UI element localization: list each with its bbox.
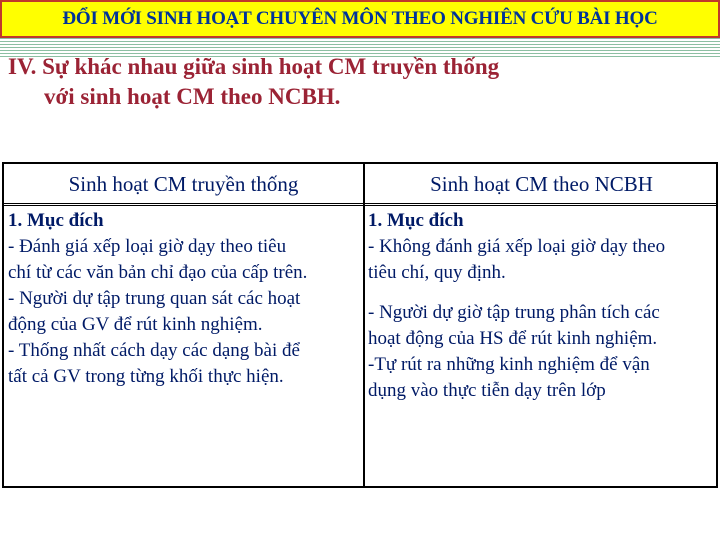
traditional-line: động của GV để rút kinh nghiệm.: [8, 314, 263, 335]
comparison-table: [2, 162, 718, 488]
traditional-line: chí từ các văn bản chỉ đạo của cấp trên.: [8, 262, 308, 283]
ncbh-spacer: [368, 286, 716, 300]
ncbh-line: dụng vào thực tiễn dạy trên lớp: [368, 380, 606, 401]
traditional-line: - Đánh giá xếp loại giờ dạy theo tiêu: [8, 236, 287, 257]
page-title-bar: [0, 0, 720, 38]
ncbh-line: tiêu chí, quy định.: [368, 262, 506, 283]
traditional-line: - Thống nhất cách dạy các dạng bài để: [8, 340, 300, 361]
traditional-line: tất cả GV trong từng khối thực hiện.: [8, 366, 284, 387]
ncbh-line: - Không đánh giá xếp loại giờ dạy theo: [368, 236, 666, 257]
header-traditional: Sinh hoạt CM truyền thống: [68, 171, 299, 196]
ncbh-section-title: 1. Mục đích: [368, 210, 464, 231]
section-heading-line-2: với sinh hoạt CM theo NCBH.: [44, 84, 341, 109]
ncbh-line: -Tự rút ra những kinh nghiệm để vận: [368, 354, 650, 375]
ncbh-line: hoạt động của HS để rút kinh nghiệm.: [368, 328, 658, 349]
traditional-column: [8, 208, 358, 390]
section-heading-line-1: IV. Sự khác nhau giữa sinh hoạt CM truyền thống: [8, 54, 500, 79]
column-divider: [363, 164, 365, 486]
ncbh-column: [368, 208, 716, 404]
header-ncbh: Sinh hoạt CM theo NCBH: [430, 171, 653, 196]
ncbh-line: - Người dự giờ tập trung phân tích các: [368, 302, 660, 323]
table-header-row: [4, 164, 716, 206]
page-title: ĐỔI MỚI SINH HOẠT CHUYÊN MÔN THEO NGHIÊN CỨU BÀI HỌC: [62, 8, 658, 29]
traditional-line: - Người dự tập trung quan sát các hoạt: [8, 288, 301, 309]
section-heading: [8, 52, 708, 112]
traditional-section-title: 1. Mục đích: [8, 210, 104, 231]
